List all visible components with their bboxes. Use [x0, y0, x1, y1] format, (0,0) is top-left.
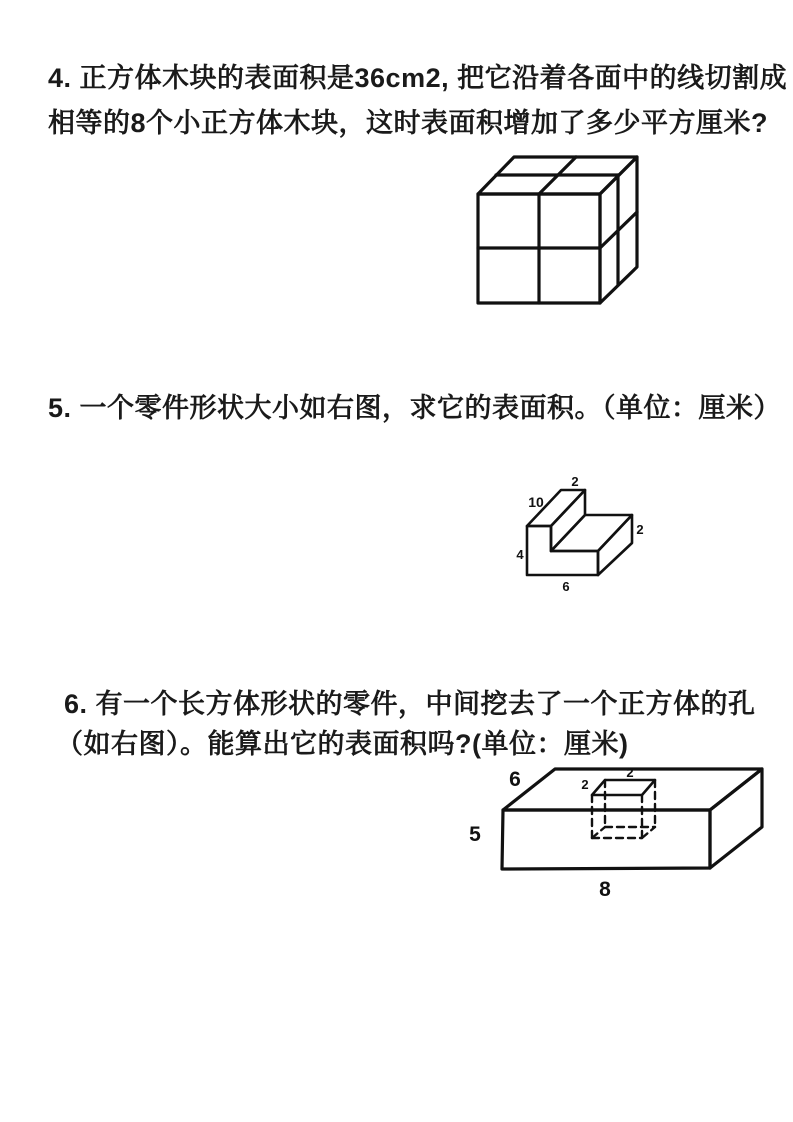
step-right-face [598, 515, 632, 575]
step-label-left-height: 4 [516, 547, 524, 562]
hole-cube-top-face [592, 780, 655, 795]
problem-5-text-line-1: 5. 一个零件形状大小如右图，求它的表面积。（单位：厘米） [48, 393, 782, 423]
cuboid-label-depth: 6 [509, 768, 521, 791]
hole-cube-bottom-left-edge [592, 827, 605, 838]
cuboid-right-face [710, 769, 762, 868]
step-label-top-width: 2 [571, 474, 579, 489]
hole-label-top-width: 2 [626, 765, 634, 780]
hole-cube-bottom-right-edge [642, 827, 655, 838]
step-label-right-height: 2 [636, 522, 644, 537]
cuboid-label-height: 5 [469, 823, 481, 846]
cuboid-with-hole-figure [458, 755, 773, 903]
problem-6-text-line-1: 6. 有一个长方体形状的零件，中间挖去了一个正方体的孔 [64, 689, 756, 719]
problem-4-text-line-2: 相等的8个小正方体木块，这时表面积增加了多少平方厘米? [48, 108, 769, 138]
step-block-figure [505, 460, 655, 595]
problem-6-text-line-2: （如右图）。能算出它的表面积吗?(单位：厘米) [56, 729, 629, 759]
step-tread-face [551, 515, 632, 551]
cuboid-with-hole-svg [458, 755, 773, 903]
step-label-bottom-width: 6 [562, 579, 570, 594]
cuboid-label-width: 8 [599, 878, 611, 901]
cube-2x2x2-figure [470, 145, 650, 315]
hole-label-left-width: 2 [581, 777, 589, 792]
step-block-svg [505, 460, 655, 595]
problem-4-text-line-1: 4. 正方体木块的表面积是36cm2, 把它沿着各面中的线切割成 [48, 63, 788, 93]
step-label-depth: 10 [528, 494, 544, 510]
cube-2x2x2-svg [470, 145, 650, 315]
